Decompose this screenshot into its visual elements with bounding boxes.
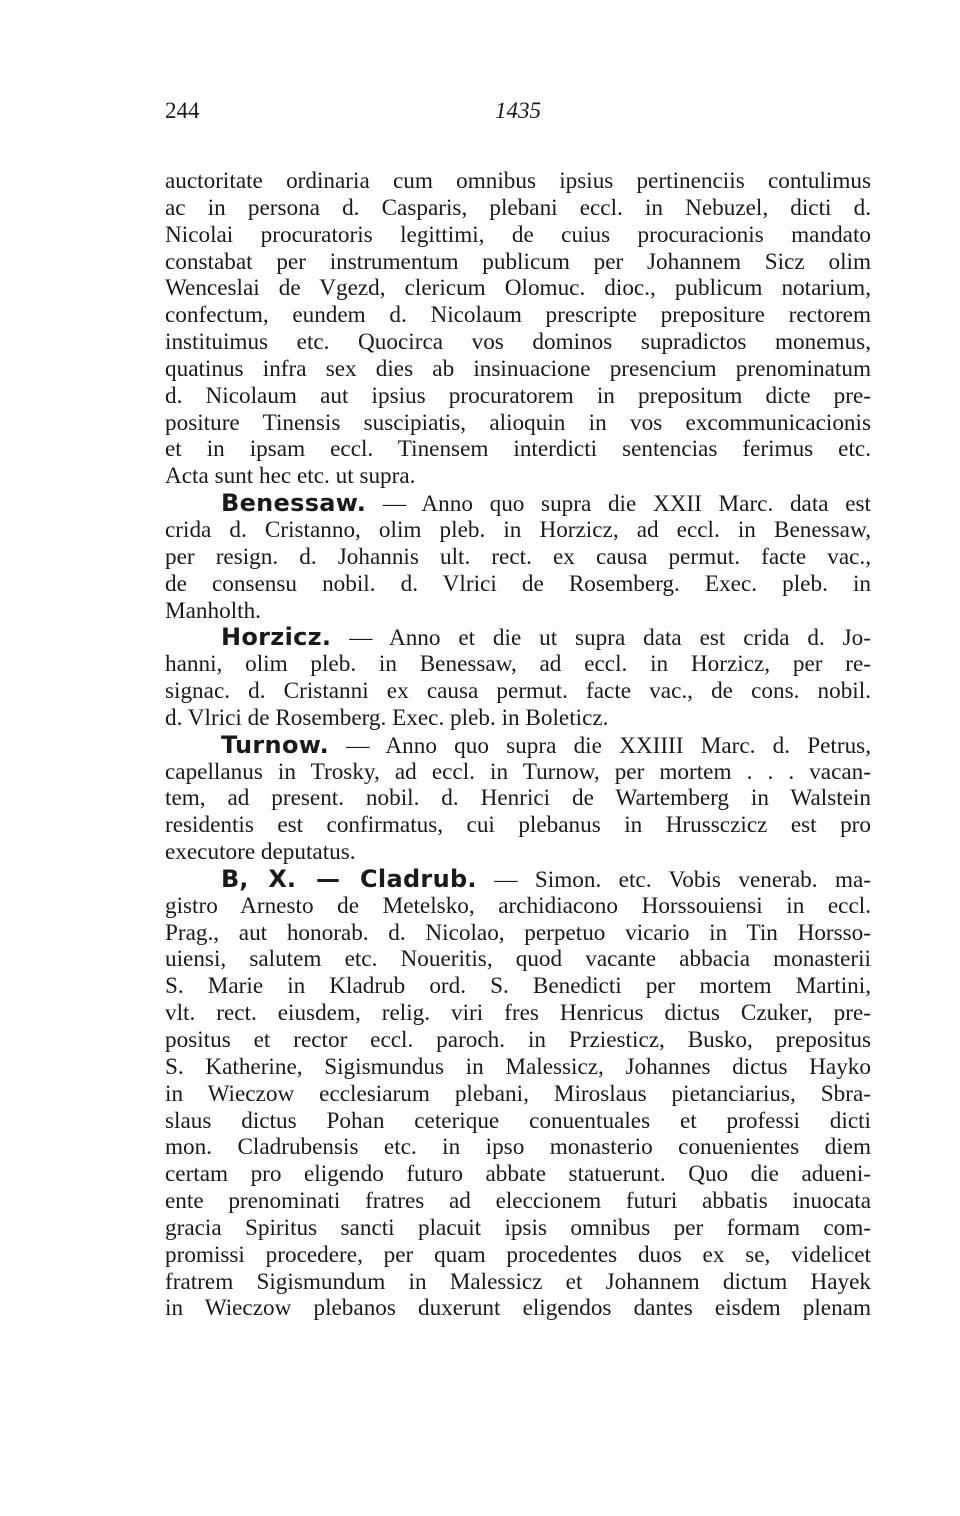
text-line: fratrem Sigismundum in Malessicz et Johannem dictum Hayek <box>165 1268 871 1295</box>
entry-paragraph <box>165 866 871 1322</box>
text-line: constabat per instrumentum publicum per Johannem Sicz olim <box>165 248 871 275</box>
entry-first-line <box>165 866 871 893</box>
entry-first-line <box>165 624 871 651</box>
entry-first-text: — Anno quo supra die XXIIII Marc. d. Petrus, <box>329 732 871 759</box>
entry-first-text: — Simon. etc. Vobis venerab. ma- <box>476 866 871 893</box>
entry-paragraph <box>165 732 871 866</box>
text-line: d. Nicolaum aut ipsius procuratorem in prepositum dicte pre- <box>165 382 871 409</box>
text-line: gistro Arnesto de Metelsko, archidiacono Horssouiensi in eccl. <box>165 892 871 919</box>
text-line: Manholth. <box>165 597 261 624</box>
source-sigla: B, X. <box>221 865 297 893</box>
text-line: residentis est confirmatus, cui plebanus in Hrussczicz est pro <box>165 812 871 839</box>
text-line: gracia Spiritus sancti placuit ipsis omnibus per formam com- <box>165 1214 871 1241</box>
text-line: promissi procedere, per quam procedentes duos ex se, videlicet <box>165 1241 871 1268</box>
text-line: positure Tinensis suscipiatis, alioquin in vos excommunicacionis <box>165 409 871 436</box>
text-line: ac in persona d. Casparis, plebani eccl. in Nebuzel, dicti d. <box>165 194 871 221</box>
text-line: signac. d. Cristanni ex causa permut. facte vac., de cons. nobil. <box>165 678 871 705</box>
entry-paragraph <box>165 490 871 624</box>
year-heading: 1435 <box>495 98 541 123</box>
place-name-heading: Turnow. <box>221 731 330 759</box>
text-line: in Wieczow plebanos duxerunt eligendos dantes eisdem plenam <box>165 1295 871 1322</box>
place-name-heading: Cladrub. <box>360 865 477 893</box>
text-line: Prag., aut honorab. d. Nicolao, perpetuo vicario in Tin Horsso- <box>165 919 871 946</box>
sigla-dash: — <box>296 865 361 893</box>
text-line: tem, ad present. nobil. d. Henrici de Wartemberg in Walstein <box>165 785 871 812</box>
text-line: de consensu nobil. d. Vlrici de Rosemberg. Exec. pleb. in <box>165 570 871 597</box>
text-line: Nicolai procuratoris legittimi, de cuius procuracionis mandato <box>165 221 871 248</box>
text-line: mon. Cladrubensis etc. in ipso monasterio conuenientes diem <box>165 1134 871 1161</box>
text-line: uiensi, salutem etc. Noueritis, quod vacante abbacia monasterii <box>165 946 871 973</box>
text-line: vlt. rect. eiusdem, relig. viri fres Henricus dictus Czuker, pre- <box>165 1000 871 1027</box>
text-line: et in ipsam eccl. Tinensem interdicti sentencias ferimus etc. <box>165 436 871 463</box>
text-line: positus et rector eccl. paroch. in Prziesticz, Busko, prepositus <box>165 1027 871 1053</box>
text-line: crida d. Cristanno, olim pleb. in Horzicz, ad eccl. in Benessaw, <box>165 516 871 543</box>
text-line: quatinus infra sex dies ab insinuacione presencium prenominatum <box>165 355 871 382</box>
body-text <box>165 168 871 1322</box>
entry-first-line <box>165 490 871 517</box>
entry-first-text: — Anno et die ut supra data est crida d. Jo- <box>331 625 871 652</box>
entry-paragraph <box>165 624 871 731</box>
text-line: per resign. d. Johannis ult. rect. ex causa permut. facte vac., <box>165 543 871 570</box>
text-line: ente prenominati fratres ad eleccionem futuri abbatis inuocata <box>165 1188 871 1215</box>
text-line: auctoritate ordinaria cum omnibus ipsius pertinenciis contulimus <box>165 168 871 194</box>
text-line: instituimus etc. Quocirca vos dominos supradictos monemus, <box>165 329 871 356</box>
text-line: executore deputatus. <box>165 839 356 866</box>
running-head <box>165 98 871 128</box>
text-line: hanni, olim pleb. in Benessaw, ad eccl. in Horzicz, per re- <box>165 651 871 678</box>
entry-first-line <box>165 732 871 759</box>
paragraph <box>165 168 871 490</box>
text-line: S. Marie in Kladrub ord. S. Benedicti per mortem Martini, <box>165 973 871 1000</box>
text-line: slaus dictus Pohan ceterique conuentuales et professi dicti <box>165 1107 871 1134</box>
text-line: confectum, eundem d. Nicolaum prescripte prepositure rectorem <box>165 302 871 329</box>
page-number: 244 <box>165 98 200 123</box>
text-line: in Wieczow ecclesiarum plebani, Miroslaus pietanciarius, Sbra- <box>165 1080 871 1107</box>
text-line: capellanus in Trosky, ad eccl. in Turnow, per mortem . . . vacan- <box>165 758 871 785</box>
text-line: S. Katherine, Sigismundus in Malessicz, Johannes dictus Hayko <box>165 1053 871 1080</box>
text-line: Wenceslai de Vgezd, clericum Olomuc. dioc., publicum notarium, <box>165 275 871 302</box>
place-name-heading: Benessaw. <box>221 490 367 517</box>
text-line: certam pro eligendo futuro abbate statuerunt. Quo die adueni- <box>165 1161 871 1188</box>
place-name-heading: Horzicz. <box>221 624 332 652</box>
text-line: d. Vlrici de Rosemberg. Exec. pleb. in Boleticz. <box>165 704 609 731</box>
text-line: Acta sunt hec etc. ut supra. <box>165 463 416 490</box>
entry-first-text: — Anno quo supra die XXII Marc. data est <box>366 491 871 517</box>
